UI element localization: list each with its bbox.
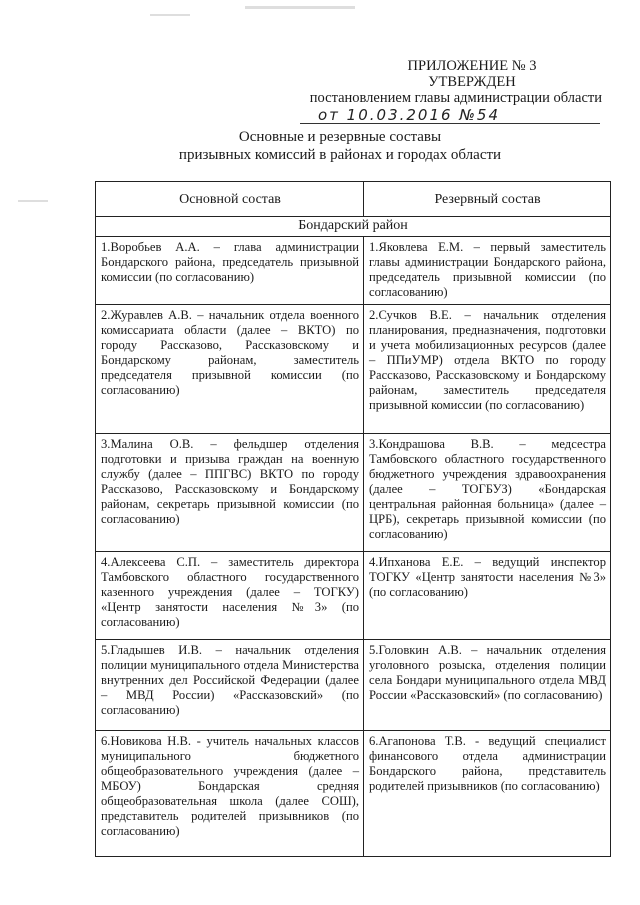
table-row (96, 434, 611, 552)
table-row (96, 237, 611, 305)
title-line-2: призывных комиссий в районах и городах области (178, 147, 502, 163)
scan-noise (150, 14, 190, 16)
approved-label: УТВЕРЖДЕН (428, 74, 516, 90)
reserve-member: 4.Ипханова Е.Е. – ведущий инспектор ТОГКУ «Центр занятости населения №3» (по согласованию) (364, 552, 611, 640)
date-underline (300, 123, 600, 124)
table-header-row (96, 182, 611, 217)
header-main-composition: Основной состав (96, 182, 364, 217)
table-row (96, 305, 611, 434)
reserve-member: 1.Яковлева Е.М. – первый заместитель главы администрации Бондарского района, председатель призывной комиссии (по согласованию) (364, 237, 611, 305)
table-row (96, 640, 611, 731)
commission-table (95, 181, 611, 857)
scan-noise (18, 200, 48, 202)
table-row (96, 731, 611, 857)
handwritten-date: от 10.03.2016 №54 (318, 106, 501, 124)
main-member: 1.Воробьев А.А. – глава администрации Бондарского района, председатель призывной комиссии (по согласованию) (96, 237, 364, 305)
main-member: 4.Алексеева С.П. – заместитель директора Тамбовского областного государственного казенного учреждения (далее – ТОГКУ) «Центр занятости населения №3» (по согласованию) (96, 552, 364, 640)
approval-block (282, 58, 602, 106)
reserve-member: 2.Сучков В.Е. – начальник отделения планирования, предназначения, подготовки и учета мобилизационных ресурсов (далее – ППиУМР) отдела ВКТО по городу Рассказово, Рассказовскому и Бондарскому районам, заместитель председателя призывной комиссии (по согласованию) (364, 305, 611, 434)
main-member: 6.Новикова Н.В. - учитель начальных классов муниципального бюджетного общеобразовательного учреждения (далее – МБОУ) Бондарская средняя общеобразовательная школа (далее СОШ), представитель родителей призывников (по согласованию) (96, 731, 364, 857)
header-reserve-composition: Резервный состав (364, 182, 611, 217)
reserve-member: 3.Кондрашова В.В. – медсестра Тамбовского областного государственного бюджетного учреждения здравоохранения (далее – ТОГБУЗ) «Бондарская центральная районная больница» (далее – ЦРБ), секретарь призывной комиссии (по согласованию) (364, 434, 611, 552)
region-name: Бондарский район (96, 217, 611, 237)
reserve-member: 6.Агапонова Т.В. - ведущий специалист финансового отдела администрации Бондарского района, представитель родителей призывников (по согласованию) (364, 731, 611, 857)
main-member: 3.Малина О.В. – фельдшер отделения подготовки и призыва граждан на военную службу (далее – ППГВС) ВКТО по городу Рассказово, Рассказовскому и Бондарскому районам, секретарь призывной комиссии (по согласованию) (96, 434, 364, 552)
reserve-member: 5.Головкин А.В. – начальник отделения уголовного розыска, отделения полиции села Бондари муниципального отдела МВД России «Рассказовский» (по согласованию) (364, 640, 611, 731)
region-row (96, 217, 611, 237)
table-row (96, 552, 611, 640)
document-title (60, 128, 620, 164)
main-member: 2.Журавлев А.В. – начальник отдела военного комиссариата области (далее – ВКТО) по городу Рассказово, Рассказовскому и Бондарскому районам, заместитель председателя призывной комиссии (по согласованию) (96, 305, 364, 434)
main-member: 5.Гладышев И.В. – начальник отделения полиции муниципального отдела Министерства внутренних дел Российской Федерации (далее – МВД России) «Рассказовский» (по согласованию) (96, 640, 364, 731)
scan-noise (245, 6, 355, 9)
decree-label: постановлением главы администрации области (309, 90, 602, 106)
appendix-label: ПРИЛОЖЕНИЕ № 3 (407, 58, 537, 74)
title-line-1: Основные и резервные составы (238, 129, 442, 145)
